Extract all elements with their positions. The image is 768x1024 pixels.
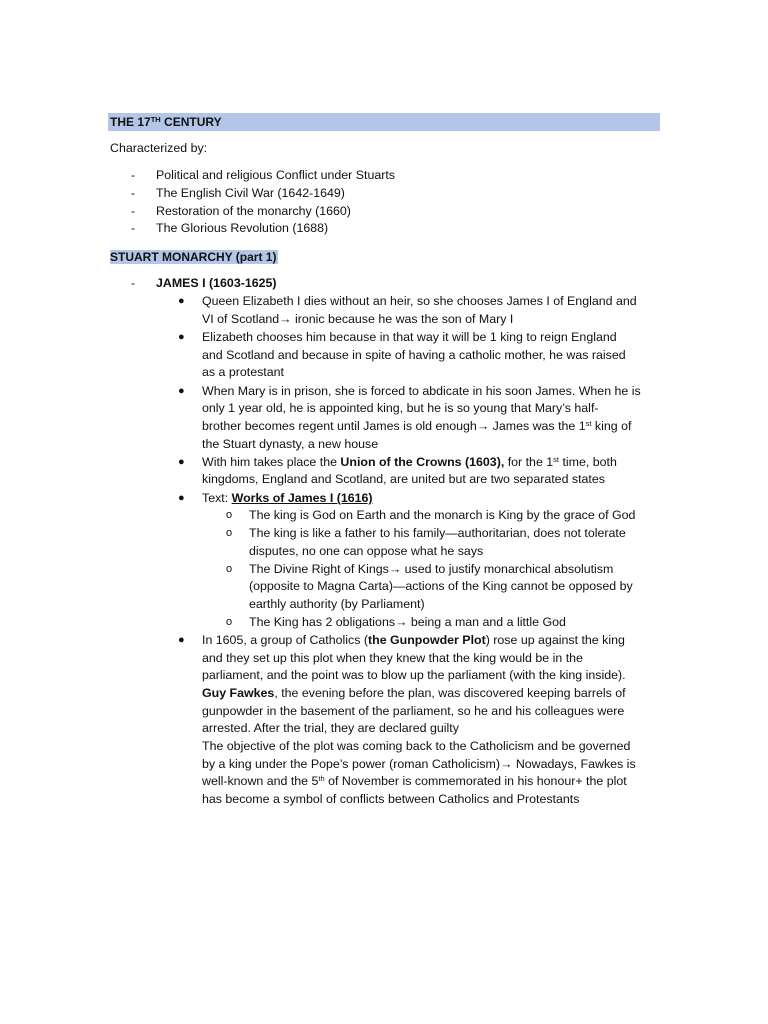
dash-marker: - bbox=[131, 204, 136, 218]
bullet-text: With him takes place the Union of the Crowns (1603), for the 1st time, both bbox=[202, 455, 617, 469]
arrow-icon: → bbox=[395, 615, 408, 629]
bullet-text: and Scotland and because in spite of having a catholic mother, he was raised bbox=[202, 348, 626, 362]
dash-marker: - bbox=[131, 186, 136, 200]
list-item: Political and religious Conflict under Stuarts bbox=[156, 168, 395, 182]
intro-text: Characterized by: bbox=[110, 141, 208, 155]
bullet-text: In 1605, a group of Catholics (the Gunpowder Plot) rose up against the king bbox=[202, 633, 625, 647]
bullet-marker: ● bbox=[178, 331, 185, 343]
section-heading-stuart-monarchy bbox=[108, 248, 660, 266]
bullet-marker: ● bbox=[178, 385, 185, 397]
bullet-text: by a king under the Pope’s power (roman Catholicism)→ Nowadays, Fawkes is bbox=[202, 757, 636, 771]
bullet-text: Guy Fawkes, the evening before the plan, was discovered keeping barrels of bbox=[202, 686, 626, 700]
bullet-text: and they set up this plot when they knew that the king would be in the bbox=[202, 651, 583, 665]
dash-marker: - bbox=[131, 221, 136, 235]
list-item: The Glorious Revolution (1688) bbox=[156, 221, 329, 235]
arrow-icon: → bbox=[388, 562, 402, 576]
list-item: Restoration of the monarchy (1660) bbox=[156, 204, 351, 218]
bullet-text: as a protestant bbox=[202, 365, 284, 379]
bullet-text: the Stuart dynasty, a new house bbox=[202, 437, 379, 451]
bullet-text: When Mary is in prison, she is forced to abdicate in his soon James. When he is bbox=[202, 384, 641, 398]
bullet-marker: ● bbox=[178, 456, 185, 468]
heading-superscript: TH bbox=[150, 115, 161, 124]
list-item: The English Civil War (1642-1649) bbox=[156, 186, 345, 200]
bullet-text: only 1 year old, he is appointed king, but he is so young that Mary’s half- bbox=[202, 401, 599, 415]
circle-marker: o bbox=[226, 527, 233, 539]
arrow-icon: → bbox=[279, 312, 292, 326]
bullet-text: Elizabeth chooses him because in that way it will be 1 king to reign England bbox=[202, 330, 617, 344]
bullet-marker: ● bbox=[178, 634, 185, 646]
heading-text: CENTURY bbox=[160, 115, 222, 129]
bullet-text: has become a symbol of conflicts between Catholics and Protestants bbox=[202, 792, 580, 806]
sub-bullet-text: earthly authority (by Parliament) bbox=[249, 597, 425, 611]
arrow-icon: → bbox=[476, 419, 490, 433]
subsection-title: JAMES I (1603-1625) bbox=[156, 276, 277, 290]
sub-bullet-text: The king is like a father to his family—authoritarian, does not tolerate bbox=[249, 526, 626, 540]
bullet-text: arrested. After the trial, they are declared guilty bbox=[202, 721, 459, 735]
sub-bullet-text: The king is God on Earth and the monarch is King by the grace of God bbox=[249, 508, 636, 522]
sub-bullet-text: (opposite to Magna Carta)—actions of the King cannot be opposed by bbox=[249, 579, 633, 593]
dash-marker: - bbox=[131, 168, 136, 182]
dash-marker: - bbox=[131, 276, 136, 290]
bullet-text: Text: Works of James I (1616) bbox=[202, 491, 373, 505]
bullet-text: parliament, and the point was to blow up the parliament (with the king inside). bbox=[202, 668, 626, 682]
sub-bullet-text: The King has 2 obligations→ being a man and a little God bbox=[249, 615, 566, 629]
heading-text: STUART MONARCHY (part 1) bbox=[110, 250, 277, 264]
bullet-text: gunpowder in the basement of the parliament, so he and his colleagues were bbox=[202, 704, 625, 718]
circle-marker: o bbox=[226, 616, 233, 628]
bullet-text: well-known and the 5th of November is commemorated in his honour+ the plot bbox=[202, 774, 627, 788]
sub-bullet-text: The Divine Right of Kings→ used to justify monarchical absolutism bbox=[249, 562, 614, 576]
sub-bullet-text: disputes, no one can oppose what he says bbox=[249, 544, 484, 558]
bullet-marker: ● bbox=[178, 492, 185, 504]
heading-text: THE 17 bbox=[110, 115, 151, 129]
bullet-text: The objective of the plot was coming back to the Catholicism and be governed bbox=[202, 739, 631, 753]
bullet-text: Queen Elizabeth I dies without an heir, so she chooses James I of England and bbox=[202, 294, 637, 308]
section-heading-17th-century bbox=[108, 113, 660, 131]
bullet-marker: ● bbox=[178, 295, 185, 307]
bullet-text: kingdoms, England and Scotland, are united but are two separated states bbox=[202, 472, 605, 486]
circle-marker: o bbox=[226, 563, 233, 575]
arrow-icon: → bbox=[499, 757, 513, 771]
bullet-text: VI of Scotland→ ironic because he was the son of Mary I bbox=[202, 312, 514, 326]
bullet-text: brother becomes regent until James is old enough→ James was the 1st king of bbox=[202, 419, 632, 433]
circle-marker: o bbox=[226, 509, 233, 521]
